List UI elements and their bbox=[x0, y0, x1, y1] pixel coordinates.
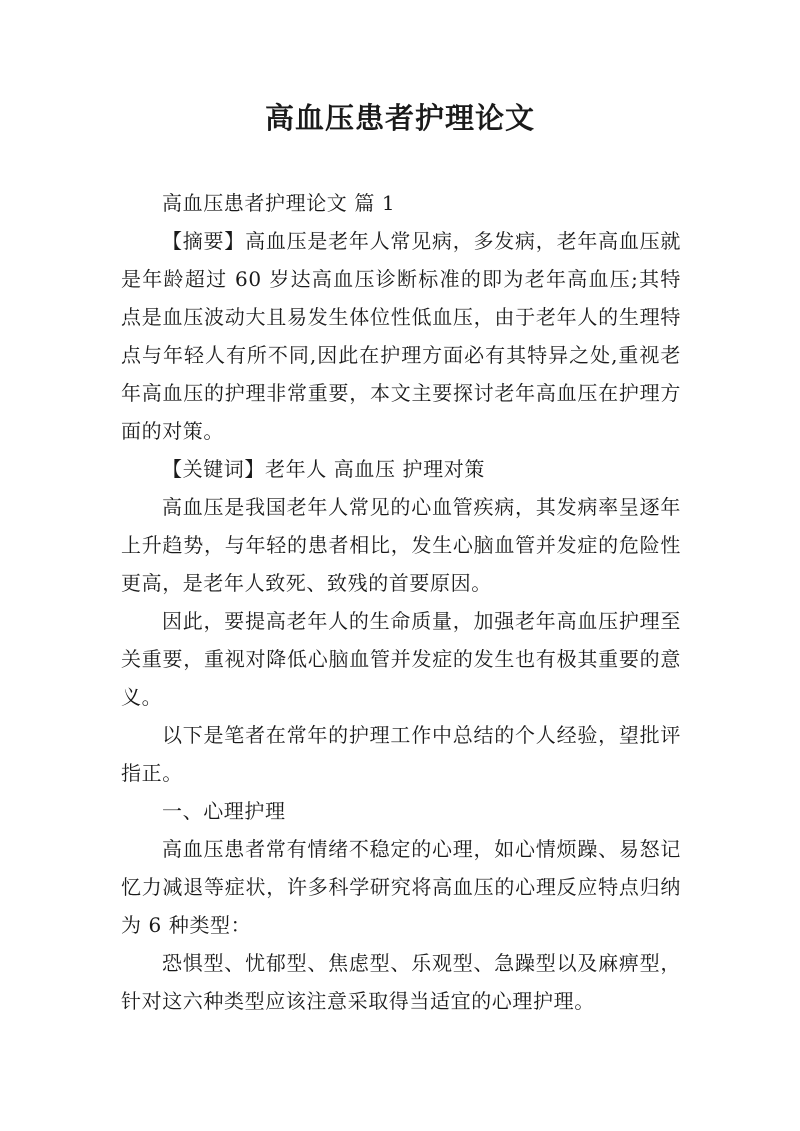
abstract-paragraph: 【摘要】高血压是老年人常见病，多发病，老年高血压就是年龄超过 60 岁达高血压诊断标准的即为老年高血压;其特点是血压波动大且易发生体位性低血压，由于老年人的生理特点与年轻人有所不同,因此在护理方面必有其特异之处,重视老年高血压的护理非常重要，本文主要探讨老年高血压在护理方面的对策。 bbox=[121, 229, 681, 443]
keywords-paragraph: 【关键词】老年人 高血压 护理对策 bbox=[162, 457, 485, 481]
body-paragraph: 恐惧型、忧郁型、焦虑型、乐观型、急躁型以及麻痹型，针对这六种类型应该注意采取得当适宜的心理护理。 bbox=[121, 951, 681, 1013]
document-body bbox=[121, 184, 681, 1020]
body-paragraph: 以下是笔者在常年的护理工作中总结的个人经验，望批评指正。 bbox=[121, 723, 681, 785]
body-paragraph: 高血压是我国老年人常见的心血管疾病，其发病率呈逐年上升趋势，与年轻的患者相比，发生心脑血管并发症的危险性更高，是老年人致死、致残的首要原因。 bbox=[121, 495, 681, 595]
body-paragraph: 因此，要提高老年人的生命质量，加强老年高血压护理至关重要，重视对降低心脑血管并发症的发生也有极其重要的意义。 bbox=[121, 609, 681, 709]
subsection-heading: 一、心理护理 bbox=[162, 799, 286, 823]
section-heading: 高血压患者护理论文 篇 1 bbox=[162, 191, 396, 215]
body-paragraph: 高血压患者常有情绪不稳定的心理，如心情烦躁、易怒记忆力减退等症状，许多科学研究将高血压的心理反应特点归纳为 6 种类型： bbox=[121, 837, 681, 937]
document-title: 高血压患者护理论文 bbox=[264, 101, 535, 135]
